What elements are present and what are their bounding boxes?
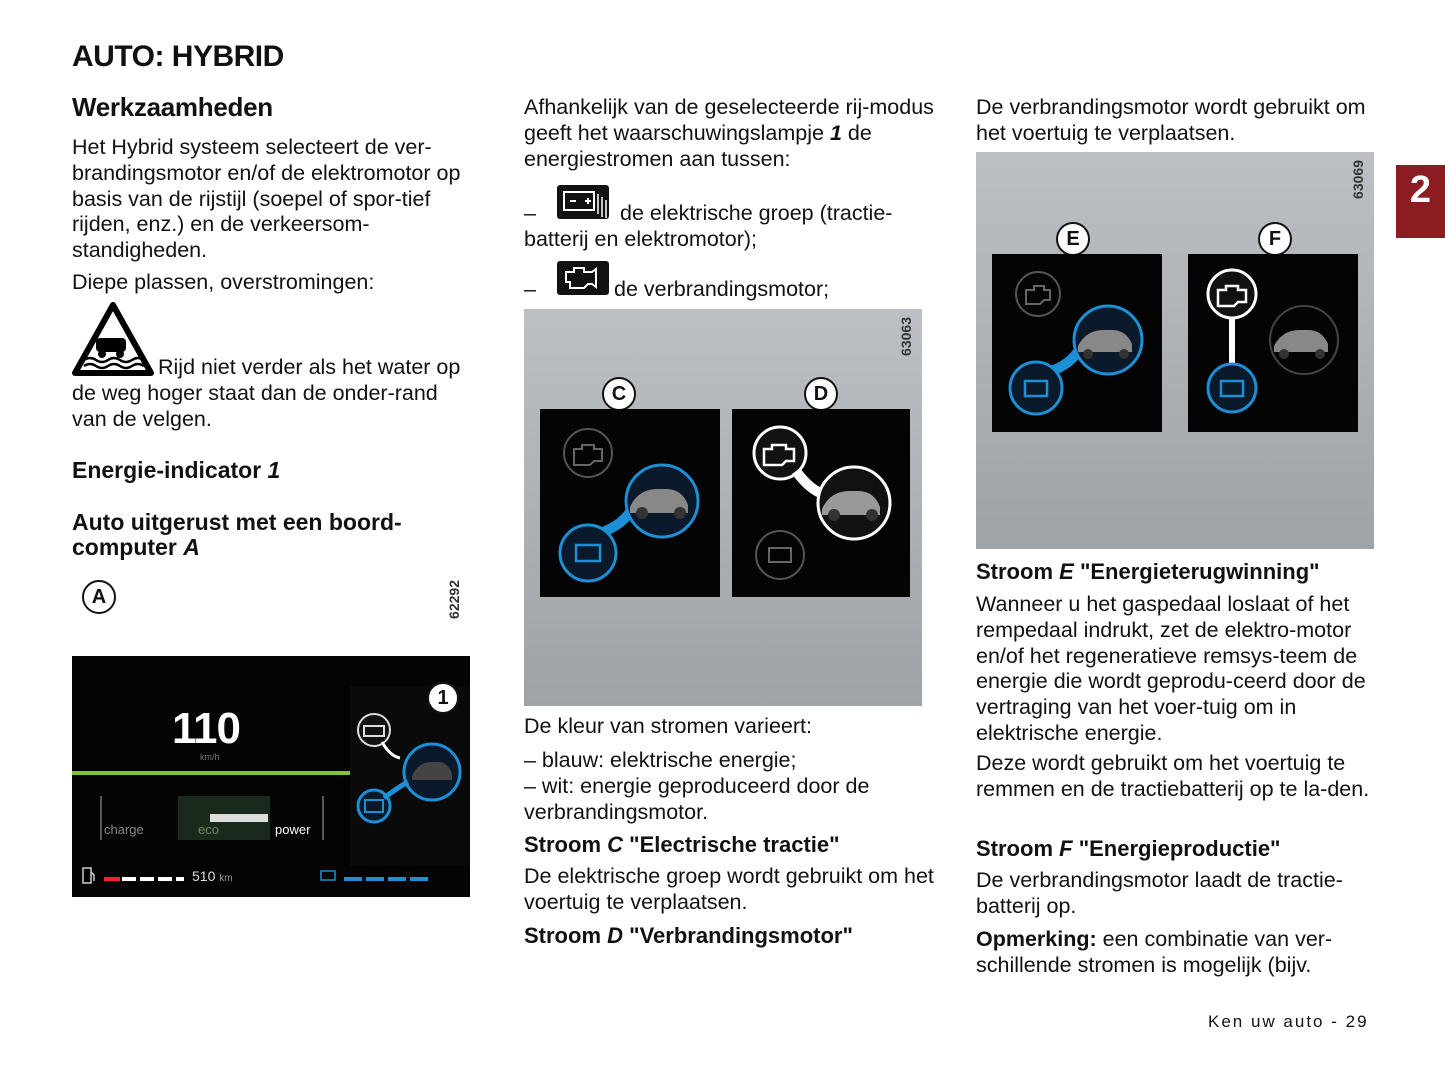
para-deep-water: Diepe plassen, overstromingen: [72, 270, 375, 294]
flow-panel-d [732, 409, 910, 597]
gauge-label-eco: eco [198, 822, 219, 837]
heading-energie-text: Energie-indicator [72, 457, 262, 483]
stroom-f-pre: Stroom [976, 836, 1053, 861]
stroom-f-letter: F [1059, 836, 1073, 861]
flow-panel-c [540, 409, 720, 597]
heading-stroom-d [524, 923, 934, 948]
colour-intro: De kleur van stromen varieert: [524, 714, 812, 738]
flow-panel-e [992, 254, 1162, 432]
col2-intro-text: Afhankelijk van de geselecteerde rij-modus geeft het waarschuwingslampje [524, 95, 934, 145]
energy-flow-mini [350, 686, 470, 866]
flow-panel-f [1188, 254, 1358, 432]
figure-number-63069: 63069 [1350, 160, 1366, 199]
heading-werkzaamheden: Werkzaamheden [72, 92, 273, 122]
page-footer: Ken uw auto - 29 [1208, 1012, 1369, 1031]
para-hybrid-system: Het Hybrid systeem selecteert de ver-brandingsmotor en/of de elektromotor op basis van de rijstijl (soepel of spor-tief rijden, enz.) en de verkeersom-standigheden. [72, 135, 461, 263]
stroom-f-text: De verbrandingsmotor laadt de tractie-batterij op. [976, 868, 1343, 918]
dashboard-figure [72, 656, 470, 897]
section-tab[interactable]: 2 [1396, 165, 1445, 238]
colour-item-white: – wit: energie geproduceerd door de verbrandingsmotor. [524, 774, 870, 824]
colour-item-blue: – blauw: elektrische energie; [524, 748, 797, 772]
figure-e-f [976, 152, 1374, 549]
stroom-c-title: "Electrische tractie" [629, 832, 840, 857]
figure-label-f: F [1258, 222, 1292, 256]
heading-auto-text: Auto uitgerust met een boord-computer [72, 509, 402, 560]
speed-value: 110 [172, 704, 240, 753]
gauge-needle [210, 814, 268, 822]
heading-stroom-f [976, 836, 1376, 861]
heading-stroom-c [524, 832, 934, 857]
opmerking-text: een combinatie van ver-schillende stromen is mogelijk (bijv. [976, 927, 1333, 977]
col3-intro: De verbrandingsmotor wordt gebruikt om het voertuig te verplaatsen. [976, 95, 1366, 145]
eco-green-bar [72, 771, 350, 775]
speed-unit: km/h [200, 752, 220, 762]
item1-dash: – [524, 201, 536, 225]
range-number: 510 [192, 868, 216, 884]
gauge-label-charge: charge [104, 822, 144, 837]
item1-text: de elektrische groep (tractie-batterij en elektromotor); [524, 201, 893, 251]
battery-gauge-bar [344, 877, 430, 881]
col2-intro-end: de energiestromen aan tussen: [524, 120, 872, 171]
range-unit: km [219, 873, 233, 884]
item2-text: de verbrandingsmotor; [614, 277, 830, 301]
figure-label-d: D [804, 377, 838, 411]
stroom-e-pre: Stroom [976, 559, 1053, 584]
stroom-c-letter: C [607, 832, 624, 857]
engine-icon [556, 260, 610, 296]
callout-1: 1 [427, 682, 459, 714]
stroom-f-title: "Energieproductie" [1078, 836, 1281, 861]
heading-stroom-e [976, 559, 1376, 584]
stroom-e-letter: E [1059, 559, 1074, 584]
stroom-d-pre: Stroom [524, 923, 601, 948]
heading-auto-boordcomputer [72, 510, 452, 560]
gauge-label-power: power [275, 822, 311, 837]
col2-intro [524, 95, 934, 172]
opmerking [976, 927, 1361, 979]
range-value [192, 868, 233, 884]
stroom-c-pre: Stroom [524, 832, 601, 857]
fuel-low-segment [104, 877, 120, 881]
stroom-e-text2: Deze wordt gebruikt om het voertuig te remmen en de tractiebatterij op te la-den. [976, 751, 1370, 801]
figure-label-a: A [82, 580, 116, 614]
stroom-e-title: "Energieterugwinning" [1079, 559, 1320, 584]
stroom-d-letter: D [607, 923, 624, 948]
stroom-c-text: De elektrische groep wordt gebruikt om het voertuig te verplaatsen. [524, 864, 934, 914]
page-title: AUTO: HYBRID [72, 40, 284, 73]
heading-energie-indicator [72, 458, 472, 483]
stroom-e-text1: Wanneer u het gaspedaal loslaat of het rempedaal indrukt, zet de elektro-motor en/of het regeneratieve remsys-teem de energie die wordt geprodu-ceerd door de vertraging van het voer-tuig om in elektrische energie. [976, 592, 1366, 745]
heading-energie-num: 1 [267, 457, 281, 483]
figure-c-d [524, 309, 922, 706]
item2-dash: – [524, 277, 536, 301]
figure-number-62292: 62292 [446, 580, 462, 619]
figure-number-63063: 63063 [898, 317, 914, 356]
figure-label-c: C [602, 377, 636, 411]
fuel-pump-icon [82, 866, 96, 884]
warning-water-text: Rijd niet verder als het water op de weg hoger staat dan de onder-rand van de velgen. [72, 355, 461, 431]
col2-intro-num: 1 [829, 120, 842, 145]
opmerking-label: Opmerking: [976, 927, 1097, 951]
stroom-d-title: "Verbrandingsmotor" [629, 923, 853, 948]
battery-small-icon [320, 868, 338, 880]
heading-auto-letter: A [183, 534, 200, 560]
figure-label-e: E [1056, 222, 1090, 256]
